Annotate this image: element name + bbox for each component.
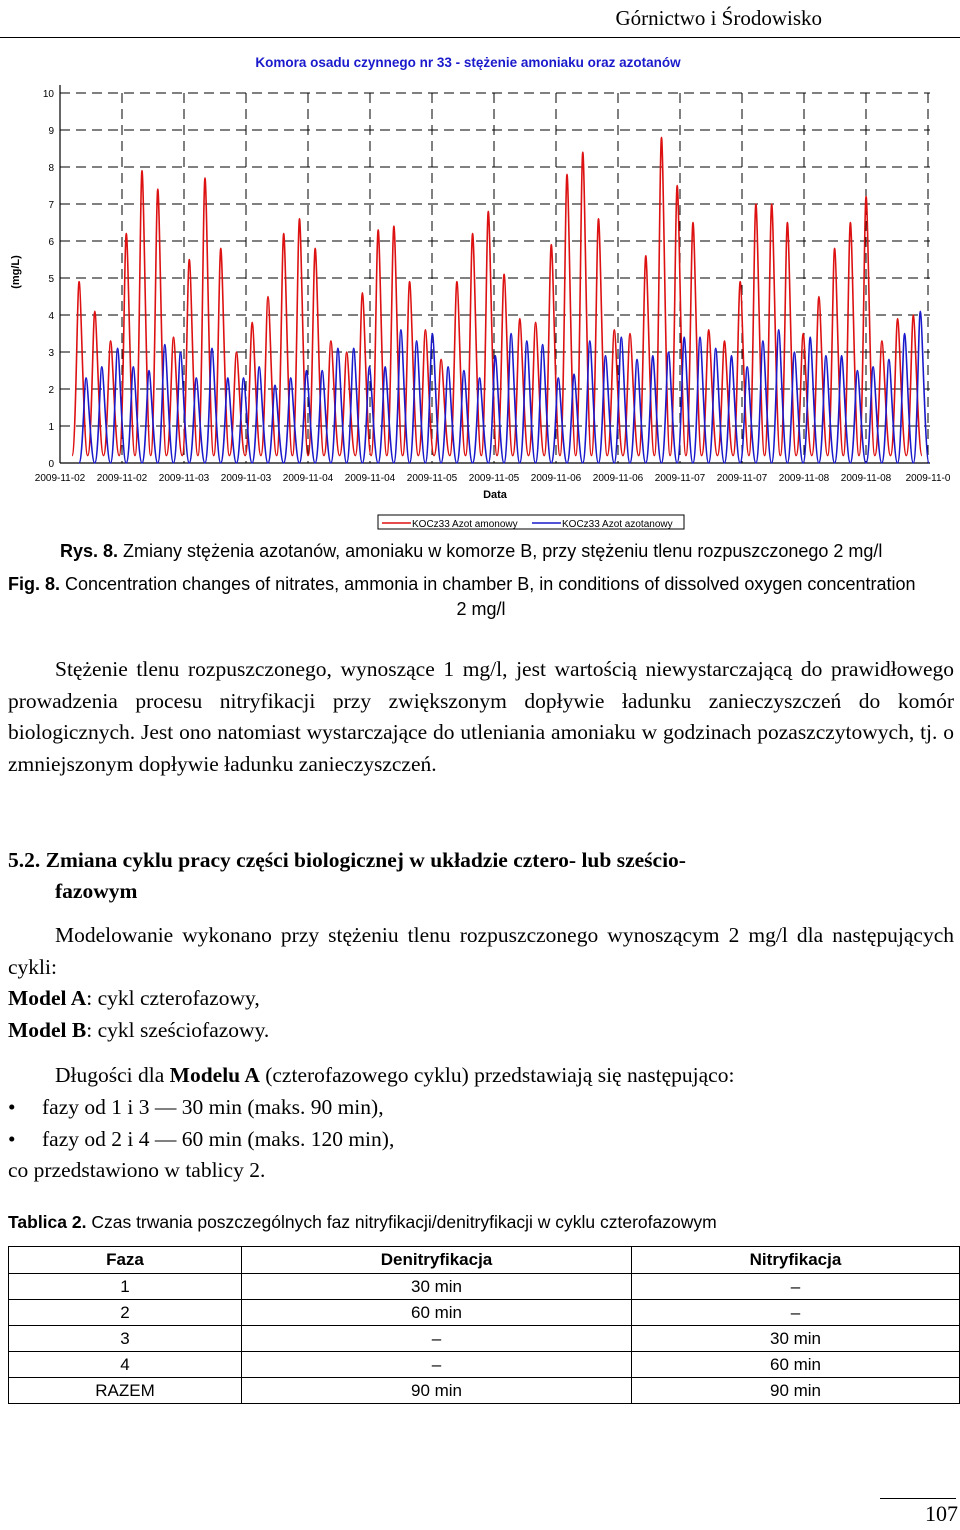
paragraph-3-post: (czterofazowego cyklu) przedstawiają się następująco: [259, 1063, 735, 1087]
footer-rule [880, 1498, 956, 1499]
bullet-item [8, 1124, 394, 1156]
table-cell: 30 min [242, 1274, 632, 1300]
closing-line: co przedstawiono w tablicy 2. [8, 1158, 266, 1182]
chart-x-tick-label: 2009-11-07 [654, 473, 706, 484]
bullet-icon: • [8, 1095, 16, 1119]
section-heading [8, 845, 954, 907]
figure-caption-en-label: Fig. 8. [8, 574, 61, 594]
chart-y-tick-label: 8 [48, 163, 54, 174]
paragraph-3-pre: Długości dla [55, 1063, 170, 1087]
model-a-text: : cykl czterofazowy, [86, 986, 260, 1010]
chart-y-tick-label: 0 [48, 459, 54, 470]
figure-caption-en [8, 574, 954, 620]
table-caption-text: Czas trwania poszczególnych faz nitryfikacji/denitryfikacji w cyklu czterofazowym [86, 1212, 717, 1232]
table-header-cell: Faza [9, 1247, 242, 1274]
page-number: 107 [925, 1501, 958, 1526]
chart-y-tick-label: 1 [48, 422, 54, 433]
table-cell: 1 [9, 1274, 242, 1300]
figure-caption-pl-label: Rys. 8. [60, 541, 119, 561]
table-cell: 90 min [632, 1378, 960, 1404]
bullet-text: fazy od 2 i 4 — 60 min (maks. 120 min), [42, 1126, 395, 1151]
chart-y-axis-label: (mg/L) [10, 255, 22, 289]
chart-y-tick-label: 10 [42, 89, 54, 100]
table-header-row [9, 1247, 960, 1274]
chart-legend [378, 515, 684, 530]
section-title-line2: fazowym [55, 879, 138, 903]
table-row [9, 1326, 960, 1352]
data-table [8, 1246, 960, 1404]
table-cell: 3 [9, 1326, 242, 1352]
figure-caption-en-line2: 2 mg/l [456, 599, 506, 619]
body-paragraph-1 [8, 654, 954, 780]
chart-x-tick-label: 2009-11-06 [592, 473, 644, 484]
chart-axes [35, 85, 951, 484]
bullet-item [8, 1092, 394, 1124]
table-row [9, 1352, 960, 1378]
running-header [0, 4, 960, 34]
legend-label-ammonium: KOCz33 Azot amonowy [412, 519, 518, 530]
figure-chart [0, 40, 960, 540]
figure-caption-pl [60, 541, 882, 562]
figure-caption-pl-text: Zmiany stężenia azotanów, amoniaku w komorze B, przy stężeniu tlenu rozpuszczonego 2 mg/l [118, 541, 883, 561]
legend-label-nitrate: KOCz33 Azot azotanowy [562, 519, 673, 530]
chart-x-tick-label: 2009-11-04 [344, 473, 396, 484]
chart-y-tick-label: 7 [48, 200, 54, 211]
table-header-cell: Nitryfikacja [632, 1247, 960, 1274]
paragraph-3-bold: Modelu A [169, 1063, 260, 1087]
table-cell: 2 [9, 1300, 242, 1326]
chart-y-tick-label: 5 [48, 274, 54, 285]
chart-y-tick-label: 3 [48, 348, 54, 359]
chart-y-tick-label: 6 [48, 237, 54, 248]
model-b-label: Model B [8, 1017, 87, 1042]
chart-x-tick-label: 2009-11-02 [34, 473, 86, 484]
table-cell: – [242, 1352, 632, 1378]
table-row [9, 1300, 960, 1326]
journal-title: Górnictwo i Środowisko [615, 6, 822, 30]
table-cell: 30 min [632, 1326, 960, 1352]
chart-y-tick-label: 4 [48, 311, 54, 322]
table-cell: – [632, 1274, 960, 1300]
chart-x-tick-label: 2009-11-07 [716, 473, 768, 484]
chart-series [72, 137, 929, 463]
chart-x-tick-label: 2009-11-03 [220, 473, 272, 484]
paragraph-text: Stężenie tlenu rozpuszczonego, wynoszące 1 mg/l, jest wartością niewystarczającą do prawidłowego prowadzenia procesu nitryfikacji przy zwiększonym dopływie ładunku zanieczyszczeń do komór biologicznych. Jest ono natomiast wystarczające do utleniania amoniaku w godzinach pozaszczytowych, tj. o zmniejszonym dopływie ładunku zanieczyszczeń. [8, 657, 954, 776]
table-cell: RAZEM [9, 1378, 242, 1404]
chart-y-tick-label: 9 [48, 126, 54, 137]
section-number: 5.2. [8, 848, 41, 872]
chart-x-tick-label: 2009-11-0 [905, 473, 951, 484]
model-b-text: : cykl sześciofazowy. [86, 1017, 270, 1042]
table-row [9, 1274, 960, 1300]
chart-x-tick-label: 2009-11-02 [96, 473, 148, 484]
bullet-icon: • [8, 1126, 16, 1151]
bullet-text: fazy od 1 i 3 — 30 min (maks. 90 min), [42, 1095, 384, 1119]
table-caption [8, 1212, 717, 1233]
chart-x-tick-label: 2009-11-08 [778, 473, 830, 484]
chart-y-tick-label: 2 [48, 385, 54, 396]
body-paragraph-3 [8, 1060, 954, 1092]
bullet-list [8, 1092, 394, 1187]
table-cell: – [242, 1326, 632, 1352]
section-title: Zmiana cyklu pracy części biologicznej w układzie cztero- lub sześcio- [45, 848, 686, 872]
table-row [9, 1378, 960, 1404]
header-rule [0, 37, 960, 38]
table-cell: 60 min [242, 1300, 632, 1326]
chart-x-tick-label: 2009-11-04 [282, 473, 334, 484]
table-cell: 60 min [632, 1352, 960, 1378]
page-footer [880, 1498, 958, 1527]
chart-x-tick-label: 2009-11-05 [468, 473, 520, 484]
series-line-nitrate [79, 311, 929, 463]
table-cell: – [632, 1300, 960, 1326]
chart-x-tick-label: 2009-11-06 [530, 473, 582, 484]
body-paragraph-2 [8, 920, 954, 1046]
chart-title: Komora osadu czynnego nr 33 - stężenie amoniaku oraz azotanów [255, 55, 681, 70]
model-a-line [8, 983, 954, 1015]
table-cell: 4 [9, 1352, 242, 1378]
table-caption-label: Tablica 2. [8, 1212, 87, 1232]
chart-x-tick-label: 2009-11-08 [840, 473, 892, 484]
table-header-cell: Denitryfikacja [242, 1247, 632, 1274]
chart-x-tick-label: 2009-11-03 [158, 473, 210, 484]
model-b-line [8, 1015, 954, 1047]
chart-x-axis-label: Data [483, 489, 507, 501]
chart-x-tick-label: 2009-11-05 [406, 473, 458, 484]
figure-caption-en-text: Concentration changes of nitrates, ammonia in chamber B, in conditions of dissolved oxygen concentration [60, 574, 916, 594]
model-a-label: Model A [8, 986, 87, 1010]
table-cell: 90 min [242, 1378, 632, 1404]
paragraph-text: Modelowanie wykonano przy stężeniu tlenu rozpuszczonego wynoszącym 2 mg/l dla następujących cykli: [8, 923, 954, 979]
